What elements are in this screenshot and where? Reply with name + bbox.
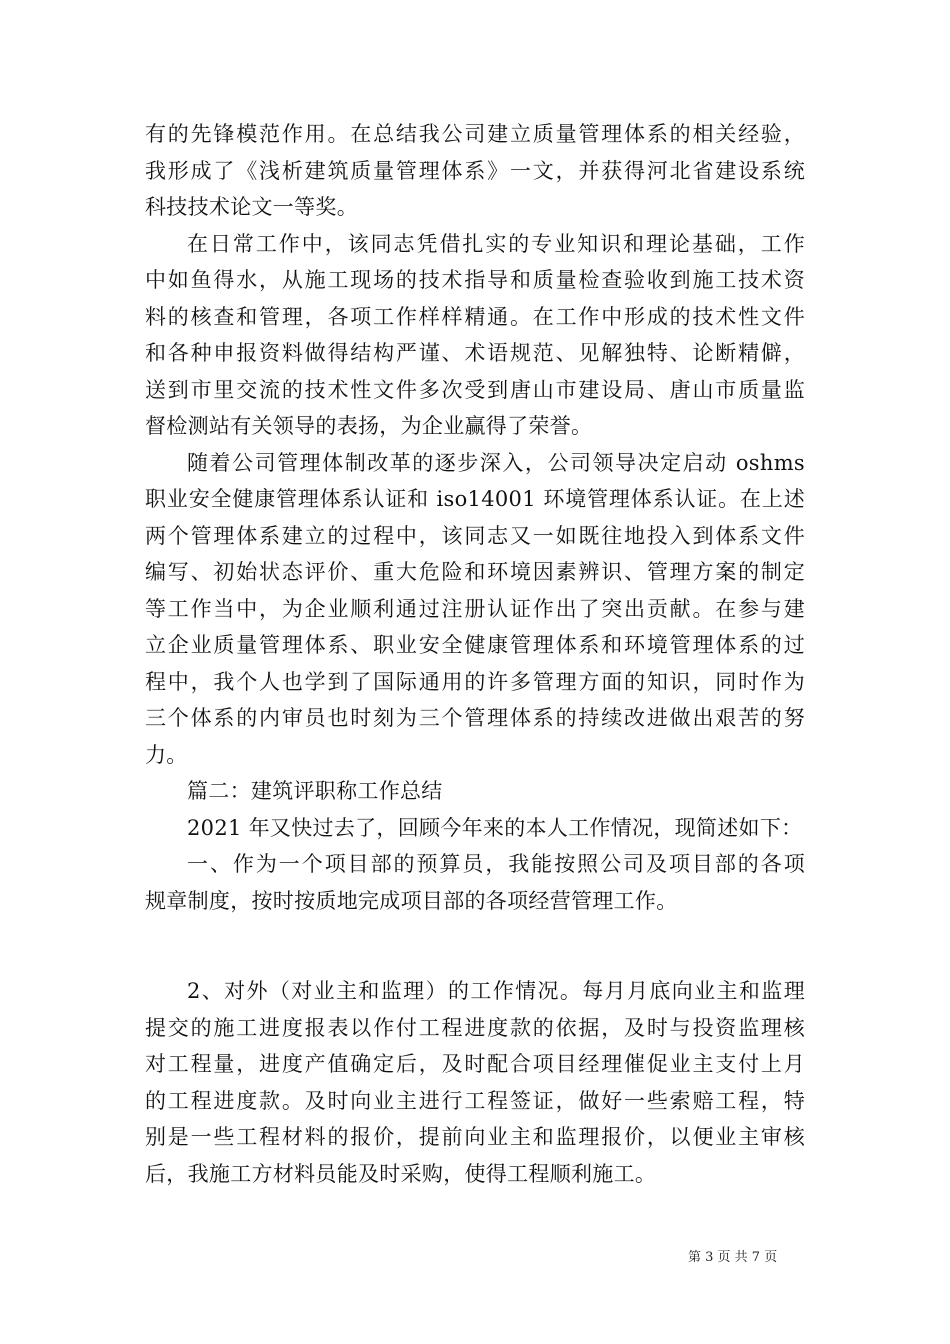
document-body — [145, 116, 805, 1192]
text-line: 立企业质量管理体系、职业安全健康管理体系和环境管理体系的过 — [145, 633, 805, 657]
text-line: 程中，我个人也学到了国际通用的许多管理方面的知识，同时作为 — [145, 669, 805, 694]
paragraph-7 — [145, 973, 805, 1192]
text-line: 的工程进度款。及时向业主进行工程签证，做好一些索赔工程，特 — [145, 1088, 805, 1113]
paragraph-6 — [145, 846, 805, 919]
text-line: 2021 年又快过去了，回顾今年来的本人工作情况，现简述如下： — [187, 815, 803, 840]
heading-line: 篇二：建筑评职称工作总结 — [187, 779, 443, 803]
text-line: 有的先锋模范作用。在总结我公司建立质量管理体系的相关经验， — [145, 122, 805, 146]
paragraph-5 — [145, 810, 805, 847]
text-line: 随着公司管理体制改革的逐步深入，公司领导决定启动 oshms — [187, 450, 805, 475]
paragraph-2 — [145, 226, 805, 445]
text-line: 两个管理体系建立的过程中，该同志又一如既往地投入到体系文件 — [145, 523, 805, 548]
text-line: 料的核查和管理，各项工作样样精通。在工作中形成的技术性文件 — [145, 304, 805, 329]
text-line: 和各种申报资料做得结构严谨、术语规范、见解独特、论断精僻， — [145, 341, 805, 365]
text-line: 三个体系的内审员也时刻为三个管理体系的持续改进做出艰苦的努 — [145, 706, 805, 730]
text-line: 2、对外（对业主和监理）的工作情况。每月月底向业主和监理 — [187, 979, 805, 1003]
text-line: 对工程量，进度产值确定后，及时配合项目经理催促业主支付上月 — [145, 1052, 805, 1076]
text-line: 在日常工作中，该同志凭借扎实的专业知识和理论基础，工作 — [187, 231, 805, 256]
text-line: 中如鱼得水，从施工现场的技术指导和质量检查验收到施工技术资 — [145, 268, 805, 292]
section-heading — [145, 773, 805, 810]
text-line: 我形成了《浅析建筑质量管理体系》一文，并获得河北省建设系统 — [145, 158, 805, 183]
text-line: 一、作为一个项目部的预算员，我能按照公司及项目部的各项 — [187, 852, 805, 876]
text-line: 编写、初始状态评价、重大危险和环境因素辨识、管理方案的制定 — [145, 560, 805, 584]
text-line: 送到市里交流的技术性文件多次受到唐山市建设局、唐山市质量监 — [145, 377, 805, 402]
text-line: 规章制度，按时按质地完成项目部的各项经营管理工作。 — [145, 888, 678, 913]
paragraph-3 — [145, 445, 805, 774]
page-number: 第 3 页 共 7 页 — [688, 1250, 778, 1265]
text-line: 提交的施工进度报表以作付工程进度款的依据，及时与投资监理核 — [145, 1015, 805, 1040]
text-line: 科技技术论文一等奖。 — [145, 195, 358, 219]
text-line: 等工作当中，为企业顺利通过注册认证作出了突出贡献。在参与建 — [145, 596, 805, 621]
text-line: 职业安全健康管理体系认证和 iso14001 环境管理体系认证。在上述 — [145, 487, 805, 511]
text-line: 力。 — [145, 742, 188, 767]
text-line: 别是一些工程材料的报价，提前向业主和监理报价，以便业主审核 — [145, 1125, 805, 1149]
text-line: 督检测站有关领导的表扬，为企业赢得了荣誉。 — [145, 414, 593, 438]
paragraph-1 — [145, 116, 805, 226]
text-line: 后，我施工方材料员能及时采购，使得工程顺利施工。 — [145, 1161, 657, 1186]
blank-gap — [145, 919, 805, 973]
